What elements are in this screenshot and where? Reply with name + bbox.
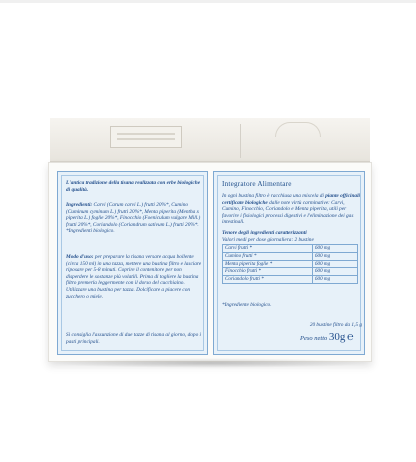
dosage-advice: Si consiglia l'assunzione di due tazze di tisana al giorno, dopo i pasti principali. [66, 332, 202, 345]
top-border [0, 0, 416, 3]
table-row [223, 245, 358, 253]
net-weight [300, 331, 354, 343]
embossed-crest [275, 122, 321, 137]
table-row [223, 252, 358, 260]
product-category-title: Integratore Alimentare [222, 180, 292, 188]
printed-stamp [110, 126, 182, 148]
intro-text: L'antica tradizione della tisana realizzata con erbe biologiche di qualità. [66, 180, 201, 193]
ingredients-text [66, 202, 202, 235]
ingredient-amount: 600 mg [313, 268, 358, 276]
ingredient-name: Cumino frutti * [223, 252, 313, 260]
usage-text [66, 254, 202, 300]
organic-note: *Ingrediente biologico. [222, 302, 272, 308]
content-heading [222, 230, 360, 243]
net-weight-label: Peso netto [300, 335, 328, 342]
content-label: Tenore degli ingredienti caratterizzanti [222, 230, 307, 236]
info-panel-right [213, 171, 365, 355]
estimated-sign-icon: ℮ [347, 331, 354, 343]
box-front-face [48, 162, 372, 362]
box-top-flap [50, 118, 370, 162]
usage-instructions: per preparare la tisana versare acqua bollente (circa 150 ml) in una tazza, mettere una bustina filtro e lasciare riposare per 5-8 minuti. Coprire il contenitore per non disperdere le sostanze più volatili. Prima di togliere la bustina filtro premerla leggermente con il dorso del cucchiaino. Utilizzare una bustina per tazza. Dolcificare a piacere con zucchero o miele. [66, 254, 202, 300]
table-row [223, 260, 358, 268]
ingredient-amount: 600 mg [313, 252, 358, 260]
ingredient-name: Menta piperita foglie * [223, 260, 313, 268]
net-weight-value: 30g [328, 331, 346, 343]
ingredient-amount: 600 mg [313, 245, 358, 253]
daily-dose-text: Valori medi per dose giornaliera: 2 bustine [222, 236, 314, 243]
ingredient-name: Carvi frutti * [223, 245, 313, 253]
info-panel-left [57, 171, 208, 355]
ingredient-amount: 600 mg [313, 276, 358, 284]
product-description: In ogni bustina filtro è racchiusa una miscela di piante officinali certificate biologiche dalle note virtù carminative: Carvi, Cumino, Finocchio, Coriandolo e Menta piperita, utili per favorire i fisiologici processi digestivi e l'eliminazione dei gas intestinali. [222, 193, 361, 226]
table-row [223, 276, 358, 284]
ingredient-name: Finocchio frutti * [223, 268, 313, 276]
ingredients-label: Ingredienti: [66, 202, 93, 208]
ingredient-table [222, 244, 358, 284]
ingredient-name: Coriandolo frutti * [223, 276, 313, 284]
ingredient-amount: 600 mg [313, 260, 358, 268]
box-shadow [46, 358, 374, 368]
table-row [223, 268, 358, 276]
usage-label: Modo d'uso: [66, 254, 94, 260]
ingredients-list: Carvi (Carum carvi L.) frutti 20%*, Cumino (Cuminum cyminum L.) frutti 20%*, Menta piperita (Mentha x piperita L.) foglie 20%*, Finocchio (Foeniculum vulgare Mill.) frutti 20%*, Coriandolo (Coriandrum sativum L.) frutti 20%*. *Ingredienti biologico. [66, 202, 201, 235]
package-contents: 20 bustine filtro da 1,5 g [309, 322, 362, 328]
